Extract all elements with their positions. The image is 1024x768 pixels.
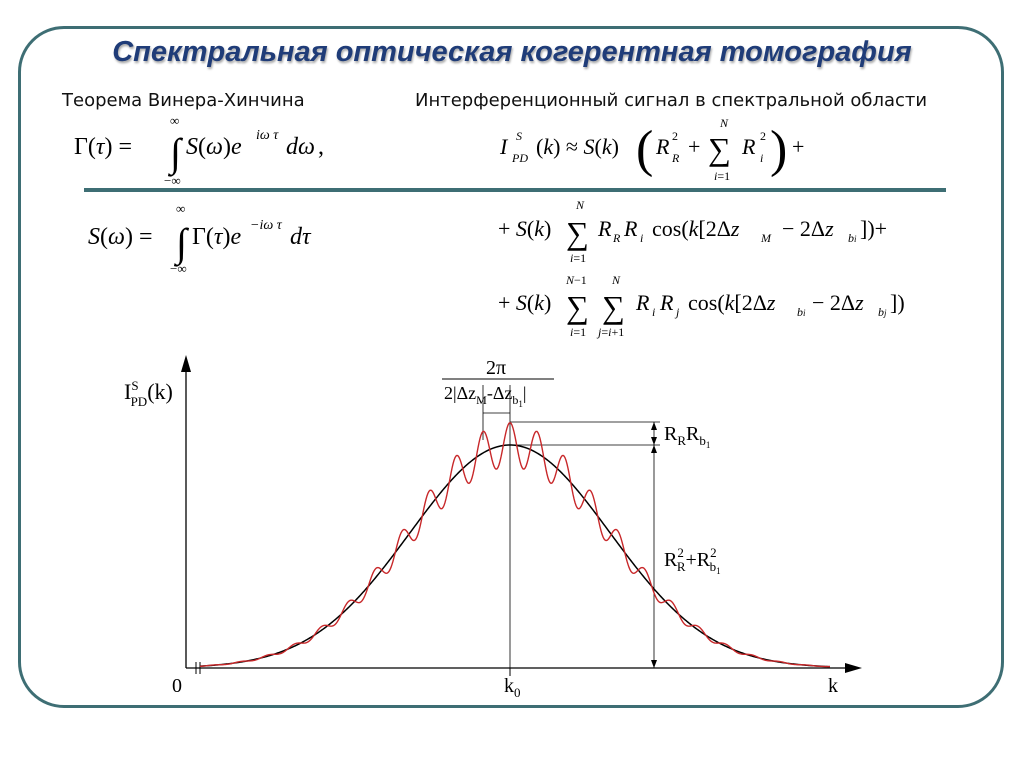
svg-text:i=1: i=1	[570, 325, 587, 339]
svg-text:S(ω)e: S(ω)e	[186, 134, 242, 160]
svg-text:i: i	[640, 231, 644, 245]
x-axis-label: k	[828, 675, 838, 697]
svg-text:j: j	[676, 305, 680, 319]
svg-text:PD: PD	[512, 151, 528, 165]
svg-text:∞: ∞	[170, 113, 180, 128]
svg-text:− 2Δz: − 2Δz	[812, 290, 864, 315]
svg-text:∑: ∑	[566, 289, 589, 325]
svg-text:i: i	[760, 151, 764, 165]
period-numerator: 2π	[486, 357, 507, 379]
svg-text:+: +	[688, 134, 701, 159]
svg-text:∑: ∑	[602, 289, 625, 325]
svg-text:R: R	[613, 231, 621, 245]
y-axis-arrow	[181, 355, 191, 372]
svg-text:]): ])	[890, 290, 905, 315]
svg-text:−iω τ: −iω τ	[250, 218, 282, 233]
svg-text:∞: ∞	[176, 201, 186, 216]
svg-text:−∞: −∞	[164, 173, 181, 188]
dc-level-label: $R^2$ $R+R^2$ b1	[664, 545, 721, 576]
svg-text:R: R	[624, 216, 638, 241]
svg-text:Γ(τ) =: Γ(τ) =	[74, 134, 132, 160]
svg-text:S: S	[516, 129, 522, 143]
svg-text:i=1: i=1	[714, 169, 731, 183]
svg-text:S(ω) =: S(ω) =	[88, 224, 153, 250]
arrowhead	[651, 437, 657, 445]
svg-text:+: +	[792, 134, 805, 159]
arrowhead	[651, 422, 657, 430]
interference-signal-curve	[200, 423, 830, 667]
svg-text:I: I	[500, 134, 508, 159]
arrowhead	[651, 445, 657, 453]
svg-text:R: R	[656, 134, 670, 159]
svg-text:dω: dω	[286, 134, 315, 160]
svg-text:2: 2	[760, 129, 766, 143]
svg-text:(: (	[636, 121, 654, 178]
svg-text:+ S(k): + S(k)	[498, 290, 552, 315]
period-denominator: $2|\Delta z_M-\Delta z_b1|$	[444, 383, 527, 409]
svg-text:+ S(k): + S(k)	[498, 216, 552, 241]
svg-text:Γ(τ)e: Γ(τ)e	[192, 224, 242, 250]
svg-text:N: N	[612, 273, 621, 287]
svg-text:bj: bj	[878, 305, 887, 319]
svg-text:∑: ∑	[566, 215, 589, 251]
svg-text:j=i+1: j=i+1	[598, 325, 625, 339]
wiener-khinchin-heading: Теорема Винера-Хинчина	[62, 90, 305, 111]
svg-text:])+: ])+	[860, 216, 888, 241]
svg-text:dτ: dτ	[290, 224, 311, 250]
svg-text:i=1: i=1	[570, 251, 587, 265]
svg-text:R: R	[660, 290, 674, 315]
svg-text:R: R	[742, 134, 756, 159]
svg-text:R: R	[598, 216, 612, 241]
svg-text:cos(k[2Δz: cos(k[2Δz	[688, 290, 776, 315]
svg-text:∑: ∑	[708, 131, 731, 167]
x-axis-arrow	[845, 663, 862, 673]
svg-text:): )	[770, 121, 788, 178]
svg-text:− 2Δz: − 2Δz	[782, 216, 834, 241]
svg-text:N: N	[720, 116, 729, 130]
fringe-amplitude-label: $R_RR_b1$	[664, 423, 711, 450]
spectral-signal-heading: Интерференционный сигнал в спектральной области	[415, 90, 928, 111]
svg-text:R: R	[672, 151, 680, 165]
svg-text:cos(k[2Δz: cos(k[2Δz	[652, 216, 740, 241]
svg-text:−∞: −∞	[170, 261, 187, 276]
period-annotation	[442, 357, 554, 409]
svg-text:∫: ∫	[176, 220, 187, 265]
svg-text:(k) ≈ S(k): (k) ≈ S(k)	[536, 134, 619, 159]
svg-text:bi: bi	[848, 231, 857, 245]
svg-text:i: i	[652, 305, 656, 319]
slide-title: Спектральная оптическая когерентная томография	[112, 36, 912, 68]
svg-text:bi: bi	[797, 305, 806, 319]
svg-text:M: M	[761, 231, 771, 245]
arrowhead	[651, 660, 657, 668]
svg-text:R: R	[636, 290, 650, 315]
svg-text:2: 2	[672, 129, 678, 143]
svg-text:∫: ∫	[170, 130, 181, 175]
svg-text:,: ,	[318, 134, 324, 160]
svg-text:N−1: N−1	[566, 273, 587, 287]
svg-text:N: N	[576, 198, 585, 212]
k0-label: $k_0$	[504, 675, 521, 700]
svg-text:iω τ: iω τ	[256, 128, 279, 143]
gaussian-envelope-curve	[200, 445, 830, 667]
y-axis-label: $I^S$ PD(k)	[124, 378, 173, 409]
origin-label: 0	[172, 675, 182, 697]
